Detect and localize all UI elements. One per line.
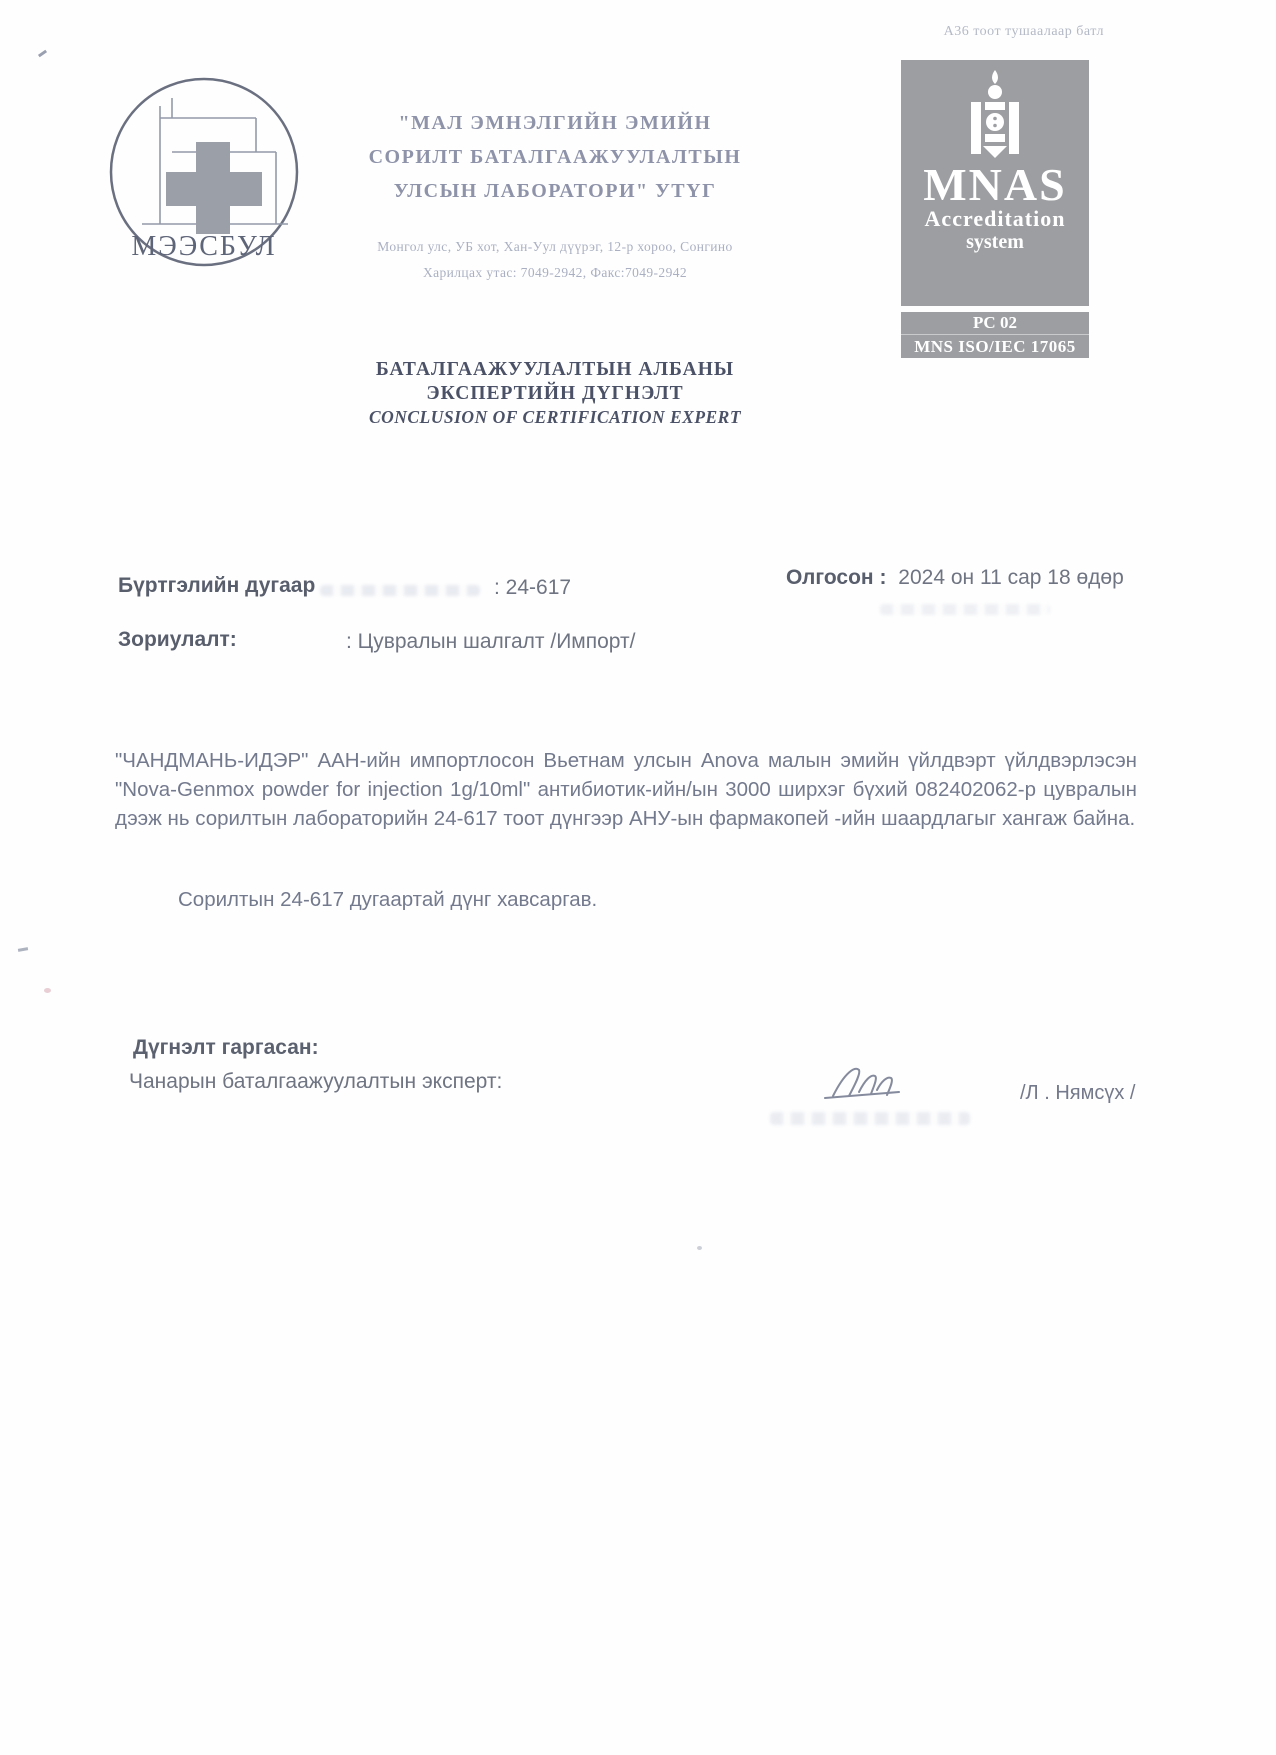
document-title — [300, 358, 810, 429]
purpose-label: Зориулалт: — [118, 628, 237, 651]
issued-date-value: 2024 он 11 сар 18 өдөр — [898, 566, 1124, 589]
laboratory-logo — [104, 72, 304, 272]
org-header — [320, 106, 790, 286]
expert-name: /Л . Нямсүх / — [1020, 1082, 1136, 1104]
conclusion-paragraph: "ЧАНДМАНЬ-ИДЭР" ААН-ийн импортлосон Вьетнам улсын Anova малын эмийн үйлдвэрт үйлдвэрлэсэн "Nova-Genmox powder for injection 1g/10ml" антибиотик-ийн/ын 3000 ширхэг бүхий 082402062-р цувралын дээж нь сорилтын лабораторийн 24-617 тоот дүнгээр АНУ-ын фармакопей -ийн шаардлагыг хангаж байна. — [115, 749, 1137, 830]
org-address — [320, 234, 790, 286]
mnas-code: PC 02 — [901, 312, 1089, 335]
scan-artifact — [44, 988, 51, 993]
laboratory-logo-icon — [104, 72, 304, 272]
mnas-standard-strip — [901, 312, 1089, 358]
faint-stamp-text — [770, 1112, 970, 1125]
conclusion-by-heading: Дүгнэлт гаргасан: — [133, 1036, 319, 1059]
registration-number-label: Бүртгэлийн дугаар — [118, 574, 316, 597]
scan-artifact — [38, 50, 47, 58]
title-line2: ЭКСПЕРТИЙН ДҮГНЭЛТ — [426, 383, 684, 404]
title-line1: БАТАЛГААЖУУЛАЛТЫН АЛБАНЫ — [375, 359, 735, 380]
org-address-line2: Харилцах утас: 7049-2942, Факс:7049-2942 — [422, 265, 688, 280]
registration-number-value: : 24-617 — [494, 576, 572, 599]
issued-date-row — [786, 566, 1124, 590]
approval-note: А36 тоот тушаалаар батл — [943, 24, 1104, 39]
mnas-accreditation-mark — [901, 60, 1089, 306]
svg-text:МЭЭСБУЛ: МЭЭСБУЛ — [131, 231, 277, 262]
ghost-text — [320, 585, 480, 596]
mnas-standard: MNS ISO/IEC 17065 — [914, 337, 1076, 356]
title-line3-english: CONCLUSION OF CERTIFICATION EXPERT — [368, 407, 742, 427]
org-name-line3: УЛСЫН ЛАБОРАТОРИ" УТҮГ — [393, 180, 717, 202]
purpose-value: : Цувралын шалгалт /Импорт/ — [346, 630, 636, 653]
org-name-line2: СОРИЛТ БАТАЛГААЖУУЛАЛТЫН — [368, 146, 742, 168]
mnas-accreditation-label: Accreditation — [924, 206, 1066, 231]
expert-role-label: Чанарын баталгаажуулалтын эксперт: — [129, 1070, 503, 1093]
soyombo-icon — [963, 68, 1027, 164]
mnas-name: MNAS — [923, 159, 1067, 210]
org-address-line1: Монгол улс, УБ хот, Хан-Уул дүүрэг, 12-р хороо, Сонгино — [377, 239, 733, 254]
issued-date-label: Олгосон : — [786, 566, 887, 589]
mnas-system-label: system — [966, 231, 1024, 253]
scan-artifact — [18, 947, 28, 952]
org-name-line1: "МАЛ ЭМНЭЛГИЙН ЭМИЙН — [398, 112, 712, 134]
attachment-note: Сорилтын 24-617 дугаартай дүнг хавсаргав. — [178, 888, 598, 911]
scan-artifact — [697, 1246, 702, 1250]
ghost-text — [880, 604, 1050, 615]
signature-mark — [815, 1052, 935, 1111]
signature-icon — [815, 1052, 935, 1106]
